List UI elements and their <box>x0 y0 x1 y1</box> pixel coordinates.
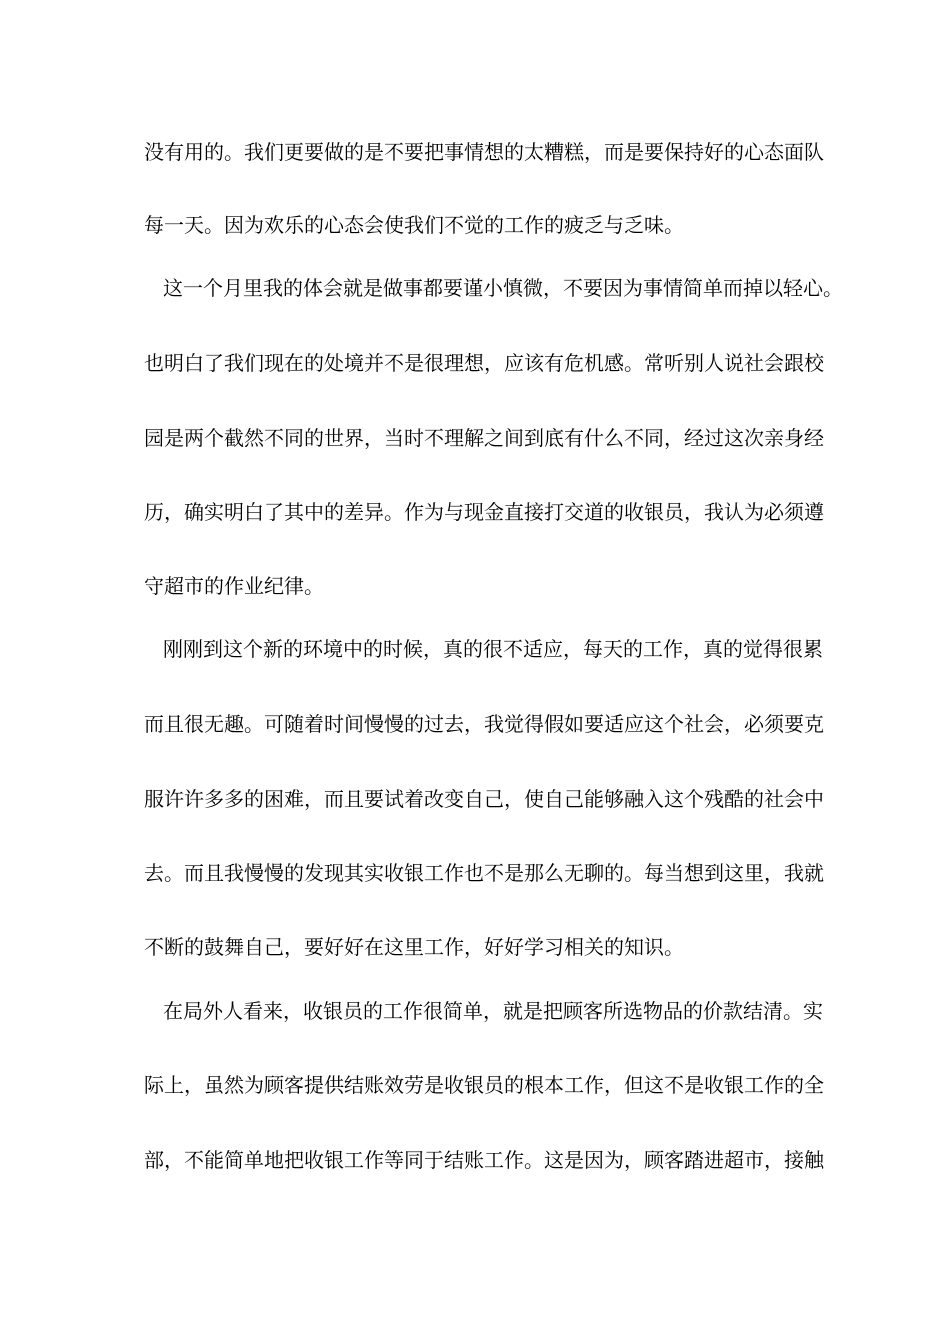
text-line: 而且很无趣。可随着时间慢慢的过去，我觉得假如要适应这个社会，必须要克 <box>144 712 824 736</box>
paragraph-first-line: 在局外人看来，收银员的工作很简单，就是把顾客所选物品的价款结清。实 <box>163 999 823 1023</box>
text-line: 去。而且我慢慢的发现其实收银工作也不是那么无聊的。每当想到这里，我就 <box>144 861 824 885</box>
text-line: 部，不能简单地把收银工作等同于结账工作。这是因为，顾客踏进超市，接触 <box>144 1148 824 1172</box>
paragraph-first-line: 刚刚到这个新的环境中的时候，真的很不适应，每天的工作，真的觉得很累 <box>163 637 823 661</box>
text-line: 每一天。因为欢乐的心态会使我们不觉的工作的疲乏与乏味。 <box>144 213 684 237</box>
text-line: 际上，虽然为顾客提供结账效劳是收银员的根本工作，但这不是收银工作的全 <box>144 1073 824 1097</box>
text-line: 不断的鼓舞自己，要好好在这里工作，好好学习相关的知识。 <box>144 935 684 959</box>
text-line: 历，确实明白了其中的差异。作为与现金直接打交道的收银员，我认为必须遵 <box>144 500 824 524</box>
text-line: 没有用的。我们更要做的是不要把事情想的太糟糕，而是要保持好的心态面队 <box>144 140 824 164</box>
text-line: 也明白了我们现在的处境并不是很理想，应该有危机感。常听别人说社会跟校 <box>144 351 824 375</box>
text-line: 园是两个截然不同的世界，当时不理解之间到底有什么不同，经过这次亲身经 <box>144 426 824 450</box>
paragraph-first-line: 这一个月里我的体会就是做事都要谨小慎微，不要因为事情简单而掉以轻心。 <box>163 276 843 300</box>
text-line: 守超市的作业纪律。 <box>144 574 324 598</box>
text-line: 服许许多多的困难，而且要试着改变自己，使自己能够融入这个残酷的社会中 <box>144 787 824 811</box>
